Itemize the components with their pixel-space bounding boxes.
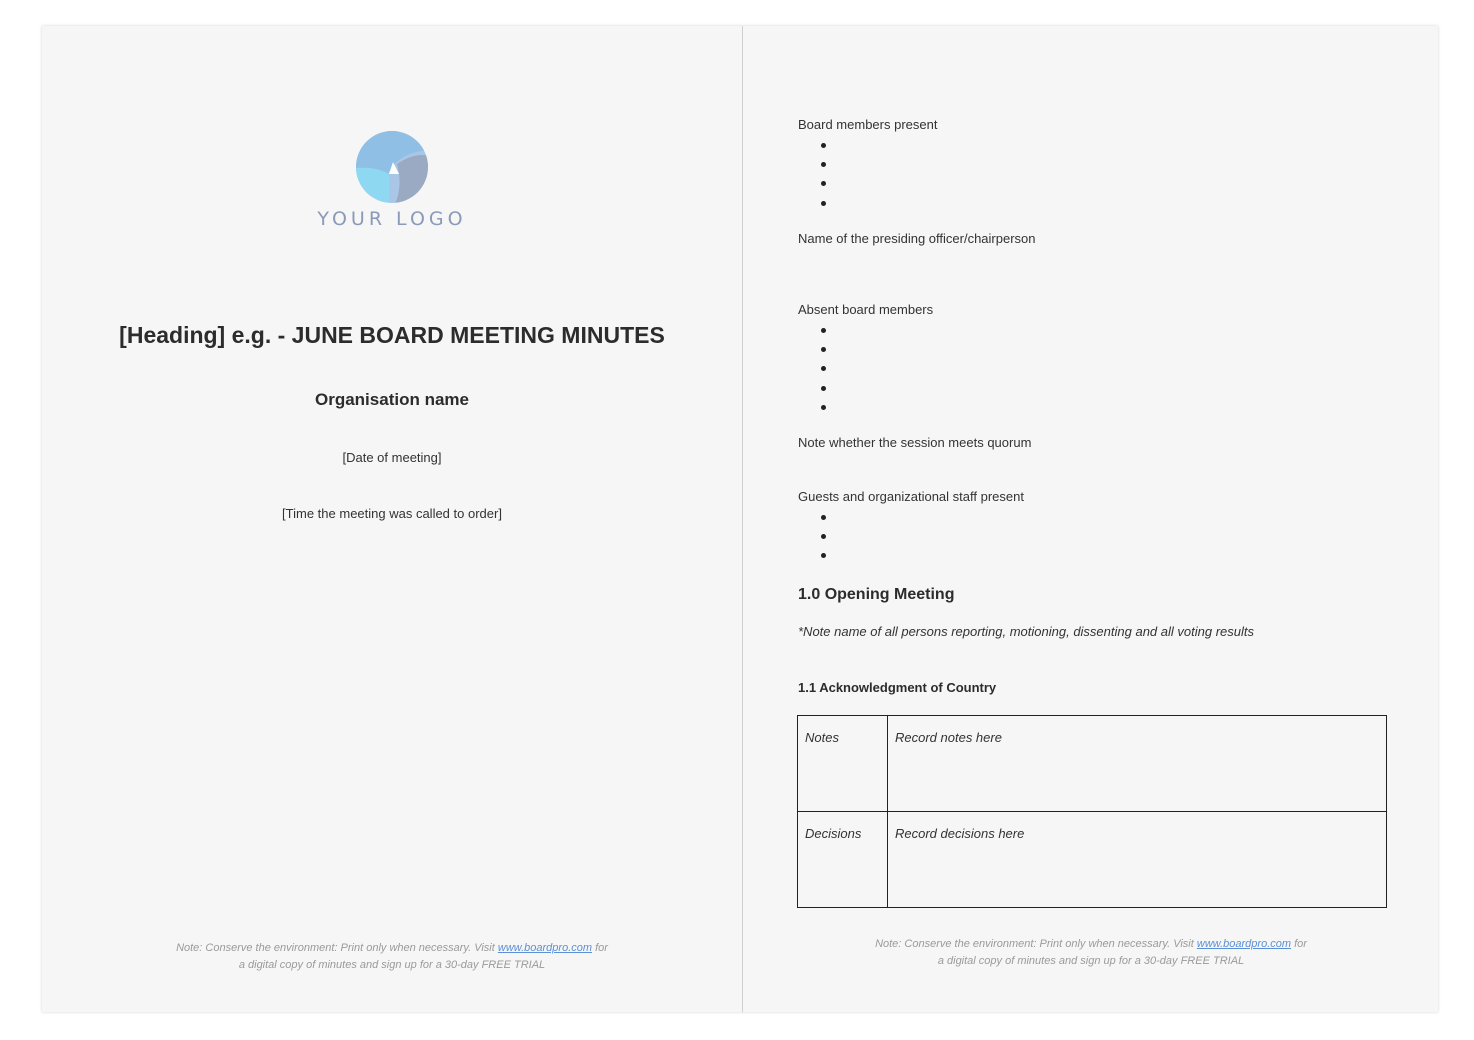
footer-line2: a digital copy of minutes and sign up for a 30-day FREE TRIAL — [937, 955, 1245, 967]
section-title: 1.0 Opening Meeting — [798, 586, 955, 603]
table-cell-value[interactable]: Record decisions here — [888, 812, 1387, 908]
table-row — [798, 716, 1387, 812]
meeting-date: [Date of meeting] — [342, 450, 442, 465]
board-members-present-label: Board members present — [798, 117, 938, 132]
footer-line1-prefix: Note: Conserve the environment: Print only when necessary. Visit — [875, 938, 1197, 950]
footer-line1-suffix: for — [1291, 938, 1307, 950]
table-cell-label: Decisions — [798, 812, 888, 908]
meeting-time: [Time the meeting was called to order] — [282, 506, 502, 521]
footer-note — [42, 940, 742, 974]
footer-line2: a digital copy of minutes and sign up for a 30-day FREE TRIAL — [238, 959, 546, 971]
boardpro-link[interactable]: www.boardpro.com — [1196, 938, 1292, 950]
guests-label: Guests and organizational staff present — [798, 489, 1024, 504]
subsection-title: 1.1 Acknowledgment of Country — [798, 680, 997, 695]
document-spread — [42, 26, 1438, 1012]
footer-line1-suffix: for — [592, 942, 608, 954]
table-row — [798, 812, 1387, 908]
absent-members-label: Absent board members — [798, 302, 934, 317]
footer-line1-prefix: Note: Conserve the environment: Print only when necessary. Visit — [176, 942, 498, 954]
boardpro-link[interactable]: www.boardpro.com — [497, 942, 593, 954]
presiding-officer-label: Name of the presiding officer/chairperson — [798, 231, 1036, 246]
organisation-name: Organisation name — [315, 390, 469, 409]
footer-note — [743, 936, 1439, 970]
right-page — [742, 26, 1439, 1012]
logo-icon — [355, 130, 429, 204]
section-note: *Note name of all persons reporting, motioning, dissenting and all voting results — [798, 624, 1254, 639]
document-heading: [Heading] e.g. - JUNE BOARD MEETING MINUTES — [119, 322, 665, 348]
quorum-label: Note whether the session meets quorum — [798, 435, 1032, 450]
table-cell-value[interactable]: Record notes here — [888, 716, 1387, 812]
logo — [314, 130, 470, 230]
logo-text: YOUR LOGO — [317, 208, 467, 230]
left-page — [42, 26, 742, 1012]
table-cell-label: Notes — [798, 716, 888, 812]
notes-table — [797, 715, 1387, 908]
